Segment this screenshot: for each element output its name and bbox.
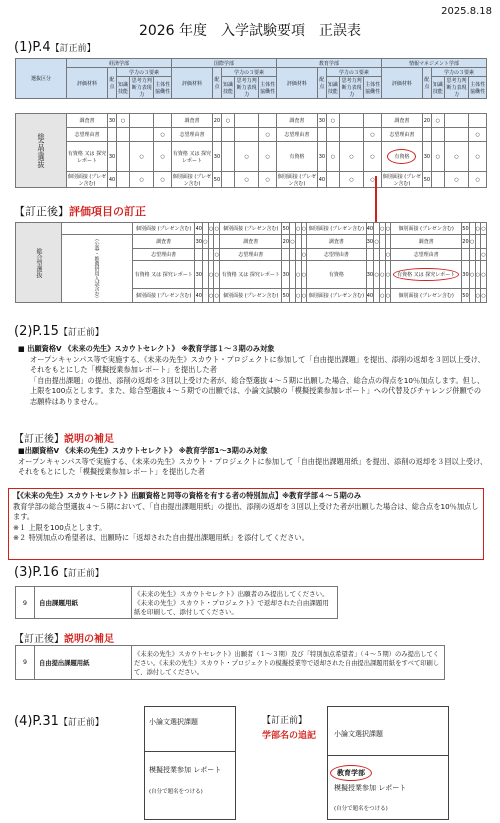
essay-card-after: 小論文選択課題 教育学部 模擬授業参加 レポート (自分で題名をつける) — [327, 706, 449, 820]
special-bonus-box: 【《未来の先生》スカウトセレクト》出願資格と同等の資格を有する者の特別加点】※教育学部４～５期のみ 教育学部の総合型選抜４～５期において、「自由提出課題用紙」の提出、添削の返却を３回以上受けた者が出願した場合は、総合点を10％加点します。 ※１ 上限を100点とします。 ※２ 特別加点の希望者は、出願時に「返却された自由提出課題用紙」を添付してください。 — [8, 488, 484, 560]
essay-card-before: 小論文選択課題 模擬授業参加 レポート (自分で題名をつける) — [144, 706, 236, 820]
date: 2025.8.18 — [441, 6, 492, 17]
section-2-after: ■出願資格Ⅴ 《未来の先生》スカウトセレクト》 ※教育学部1～3期のみ対象 オープンキャンパス等で実施する、《未来の先生》スカウト・プロジェクトに参加して「自由提出課題用紙」を提出、添削の返却を３回以上受け、それをもとにした「模擬授業参加レポート」を提出した者 — [18, 446, 488, 476]
table-before — [15, 58, 487, 198]
doc-table-before: 9 自由課題用紙 《未来の先生》スカウトセレクト》出願者のみ提出してください。《未来の先生》スカウト・プロジェクト》で返却された自由課題用紙を印刷して、添付してください。 — [15, 586, 338, 619]
admission-table-after: 総合型選抜 個別面接 (プレゼン含む) 40 ○ ○ 個別面接 (プレゼン含む) 50 ○ ○ 個別面接 (プレゼン含む) 40 ○ ○ 個別面接 (プレゼン含む) 50 ○ ○ （公募・推薦併用入試含む） 調査書 30 ○ 調査書 20 ○ 調査書 30 ○ 調査書 20 ○ 志望理由書 ○ 志望理由書 ○ 志望理由書 ○ 志望理由書 ○ 有資格 又は 探究レポート 30 ○ ○ 有資格 又は 探究レポート 30 ○ ○ 有資格 30 ○ ○ ○ 有資格 又は 探究レポート 30 ○ ○ ○ 個別面接 (プレゼン含む) 40 ○ ○ 個別面接 (プレゼン含む) 50 ○ ○ 個別面接 (プレゼン含む) 40 ○ ○ 個別面接 (プレゼン含む) 50 ○ ○ — [15, 222, 487, 303]
table-after — [15, 222, 487, 303]
section-3-after-heading: 【訂正後】説明の補足 — [14, 634, 114, 645]
section-4-after-note: 学部名の追記 — [262, 731, 317, 741]
section-2-before: ■ 出願資格Ⅴ 《未来の先生》スカウトセレクト》 ※教育学部１～３期のみ対象 オープンキャンパス等で実施する、《未来の先生》スカウト・プロジェクトに参加して「自由提出課題」を提出、添削の返却を３回以上受け、それをもとにした「模擬授業参加レポート」を提出した者 「自由提出課題」の提出、添削の返却を３回以上受けた者が、総合型選抜４～５期に出願した場合、総合点の得点を10％加点します。但し、上限を100点とします。また、総合型選抜４～５期での出願では、小論文試験の「模擬授業参加レポート」への代替及びチャレンジ併願での志願枠はありません。 — [18, 344, 485, 406]
section-4-heading: (4)P.31【訂正前】 — [14, 714, 104, 729]
section-1-after-heading: 【訂正後】評価項目の訂正 — [14, 205, 146, 218]
section-3-heading: (3)P.16【訂正前】 — [14, 565, 104, 580]
section-2-heading: (2)P.15【訂正前】 — [14, 324, 104, 339]
section-1-heading: (1)P.4【訂正前】 — [14, 40, 96, 55]
info-after-cell: 有資格 又は 探究レポート — [391, 261, 462, 289]
admission-table-before: 選抜区分 経済学部 国際学部 教育学部 情報マネジメント学部 評価材料 配点 学力の３要素 評価材料 配点 学力の３要素 評価材料 配点 学力の３要素 評価材料 配点 学力の３要素 知識技能 思考力判断力表現力 主体性協働性 知識技能 思考力判断力表現力 主体性協働性 知識技能 思考力判断力表現力 主体性協働性 知識技能 思考力判断力表現力 主体性協働性 総合型選抜 調査書 30 ○ 調査書 20 ○ 調査書 30 ○ 調査書 20 ○ 志望理由書 ○ 志望理由書 ○ 志望理由書 ○ 志望理由書 ○ 有資格 又は 探究レポート 30 ○ ○ 有資格 又は 探究レポート 30 ○ ○ 有資格 30 ○ ○ ○ 有資格 30 ○ ○ ○ 個別面接 (プレゼン含む) 40 ○ ○ 個別面接 (プレゼン含む) 50 ○ ○ 個別面接 (プレゼン含む) 40 ○ ○ 個別面接 (プレゼン含む) 50 ○ ○ — [15, 58, 487, 188]
info-before-cell: 有資格 — [381, 142, 422, 172]
page-title: 2026 年度 入学試験要項 正誤表 — [138, 23, 362, 39]
doc-table-after: 9 自由提出課題用紙 《未来の先生》スカウトセレクト》出願者（１～３期）及び「特別加点希望者」（４～５期）のみ提出してください。《未来の先生》スカウト・プロジェクトの模擬授業等で返却された自由提出課題用紙をすべて印刷して、添付してください。 — [15, 645, 445, 680]
section-2-after-heading: 【訂正後】説明の補足 — [14, 434, 114, 445]
section-4-after-tag: 【訂正前】 — [262, 716, 308, 726]
dept-circle: 教育学部 — [330, 765, 372, 781]
